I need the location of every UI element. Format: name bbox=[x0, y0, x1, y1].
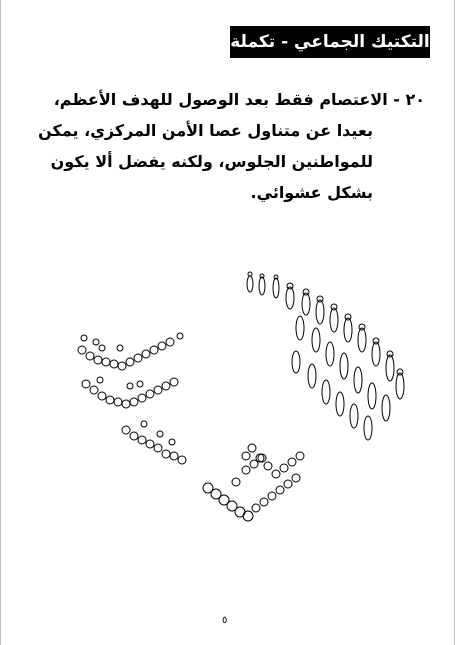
page-left-edge bbox=[0, 0, 1, 645]
instruction-line-3: للمواطنين الجلوس، ولكنه يفضل ألا يكون bbox=[50, 152, 373, 171]
instruction-line-2: بعيدا عن متناول عصا الأمن المركزي، يمكن bbox=[38, 121, 373, 140]
section-title-bar bbox=[230, 26, 430, 58]
seated-group-left bbox=[78, 333, 186, 464]
instruction-paragraph bbox=[25, 84, 425, 208]
page-number: ٥ bbox=[222, 615, 228, 626]
crowd-illustration bbox=[40, 258, 420, 538]
instruction-line-4: بشكل عشوائي. bbox=[250, 183, 373, 202]
section-title: التكتيك الجماعي - تكملة bbox=[230, 32, 430, 52]
standing-group-right bbox=[247, 272, 404, 440]
instruction-line-1: ٢٠ - الاعتصام فقط بعد الوصول للهدف الأعظم، bbox=[53, 90, 425, 109]
